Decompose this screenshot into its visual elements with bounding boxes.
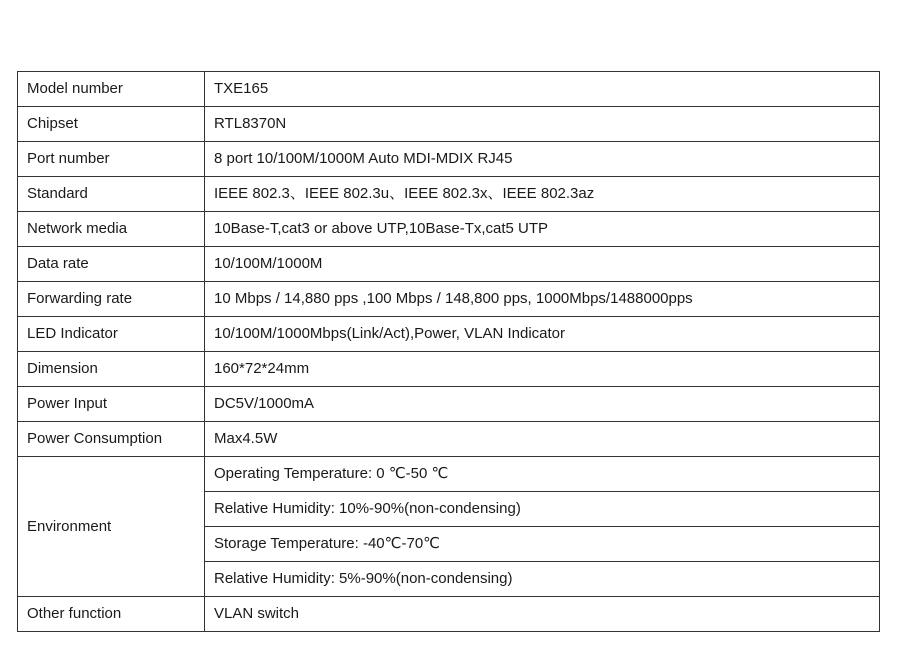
table-row [18, 317, 880, 352]
row-value-dimension: 160*72*24mm [205, 352, 880, 387]
table-row [18, 247, 880, 282]
row-label-forwarding-rate: Forwarding rate [18, 282, 205, 317]
row-value-other-function: VLAN switch [205, 597, 880, 632]
row-value-forwarding-rate: 10 Mbps / 14,880 pps ,100 Mbps / 148,800 pps, 1000Mbps/1488000pps [205, 282, 880, 317]
row-label-power-input: Power Input [18, 387, 205, 422]
table-row [18, 387, 880, 422]
row-label-data-rate: Data rate [18, 247, 205, 282]
row-label-port-number: Port number [18, 142, 205, 177]
table-row [18, 72, 880, 107]
table-row [18, 282, 880, 317]
row-value-standard: IEEE 802.3、IEEE 802.3u、IEEE 802.3x、IEEE 802.3az [205, 177, 880, 212]
row-label-environment: Environment [18, 457, 205, 597]
table-row [18, 597, 880, 632]
row-value-chipset: RTL8370N [205, 107, 880, 142]
table-row [18, 107, 880, 142]
row-value-storage-humidity: Relative Humidity: 5%-90%(non-condensing) [205, 562, 880, 597]
row-value-led-indicator: 10/100M/1000Mbps(Link/Act),Power, VLAN Indicator [205, 317, 880, 352]
row-value-operating-humidity: Relative Humidity: 10%-90%(non-condensing) [205, 492, 880, 527]
row-label-led-indicator: LED Indicator [18, 317, 205, 352]
row-label-model-number: Model number [18, 72, 205, 107]
row-label-other-function: Other function [18, 597, 205, 632]
row-value-data-rate: 10/100M/1000M [205, 247, 880, 282]
table-row [18, 352, 880, 387]
row-value-port-number: 8 port 10/100M/1000M Auto MDI-MDIX RJ45 [205, 142, 880, 177]
row-value-network-media: 10Base-T,cat3 or above UTP,10Base-Tx,cat5 UTP [205, 212, 880, 247]
table-row [18, 142, 880, 177]
table-row [18, 212, 880, 247]
row-value-power-input: DC5V/1000mA [205, 387, 880, 422]
table-row [18, 457, 880, 492]
spec-table [17, 71, 880, 632]
row-value-power-consumption: Max4.5W [205, 422, 880, 457]
row-label-standard: Standard [18, 177, 205, 212]
row-label-power-consumption: Power Consumption [18, 422, 205, 457]
table-row [18, 177, 880, 212]
row-value-model-number: TXE165 [205, 72, 880, 107]
row-value-storage-temperature: Storage Temperature: -40℃-70℃ [205, 527, 880, 562]
row-value-operating-temperature: Operating Temperature: 0 ℃-50 ℃ [205, 457, 880, 492]
row-label-network-media: Network media [18, 212, 205, 247]
row-label-chipset: Chipset [18, 107, 205, 142]
row-label-dimension: Dimension [18, 352, 205, 387]
table-row [18, 422, 880, 457]
